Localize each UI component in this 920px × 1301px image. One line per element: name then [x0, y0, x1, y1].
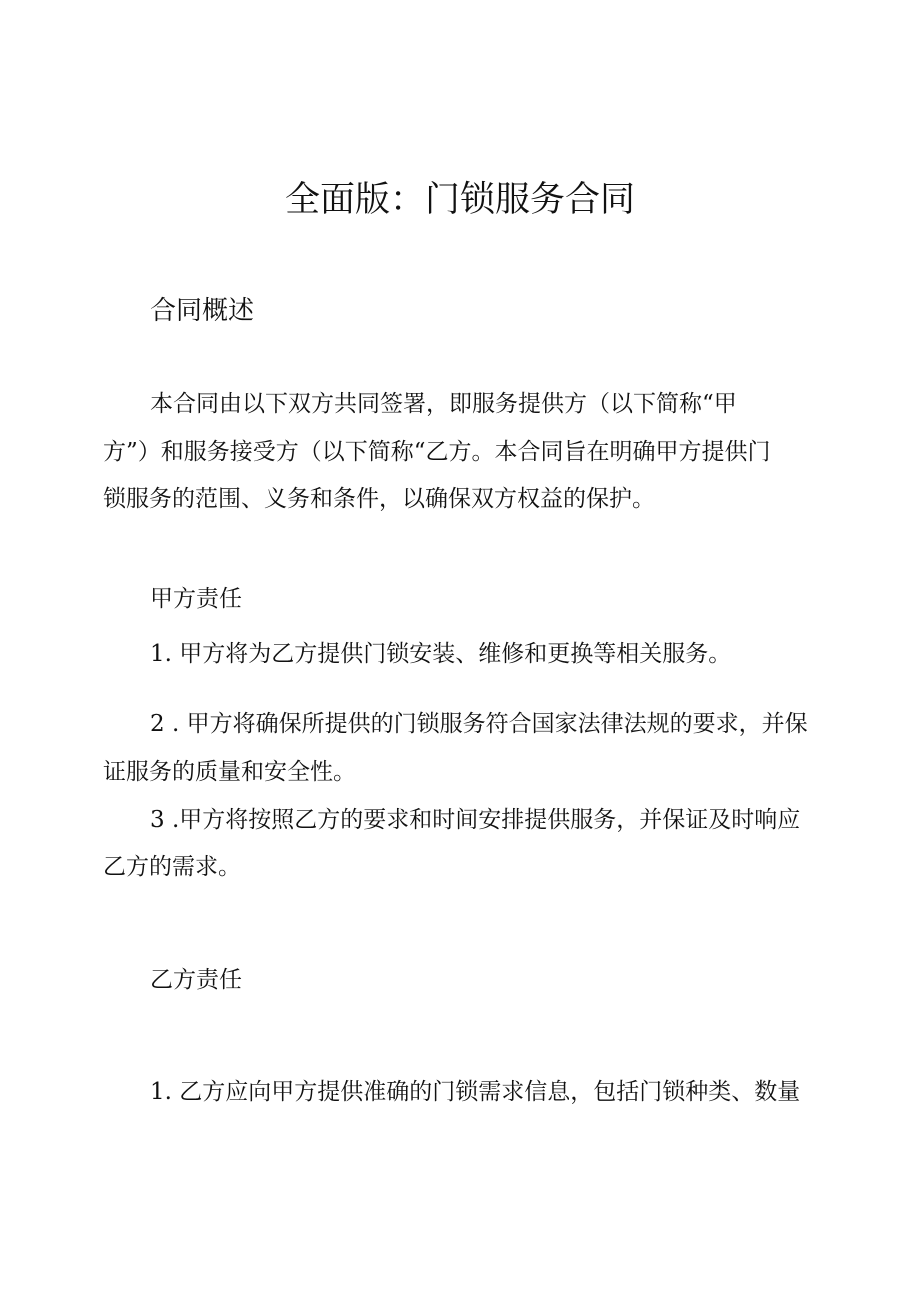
party-a-heading: 甲方责任	[150, 586, 242, 612]
party-b-heading: 乙方责任	[150, 967, 242, 993]
party-a-item-1: 1. 甲方将为乙方提供门锁安装、维修和更换等相关服务。	[150, 641, 732, 667]
document-title: 全面版：门锁服务合同	[284, 180, 635, 220]
overview-line: 方”）和服务接受方（以下简称“乙方。本合同旨在明确甲方提供门	[103, 439, 771, 465]
party-b-item-1: 1. 乙方应向甲方提供准确的门锁需求信息，包括门锁种类、数量	[150, 1079, 801, 1105]
party-a-item-2: 2 . 甲方将确保所提供的门锁服务符合国家法律法规的要求，并保	[150, 711, 808, 737]
party-a-item-3: 3 .甲方将按照乙方的要求和时间安排提供服务，并保证及时响应	[150, 807, 801, 833]
overview-heading: 合同概述	[150, 296, 255, 326]
overview-line: 本合同由以下双方共同签署，即服务提供方（以下简称“甲	[150, 391, 737, 417]
party-a-item-2-cont: 证服务的质量和安全性。	[103, 759, 356, 785]
overview-line: 锁服务的范围、义务和条件，以确保双方权益的保护。	[103, 486, 655, 512]
party-a-item-3-cont: 乙方的需求。	[103, 854, 241, 880]
